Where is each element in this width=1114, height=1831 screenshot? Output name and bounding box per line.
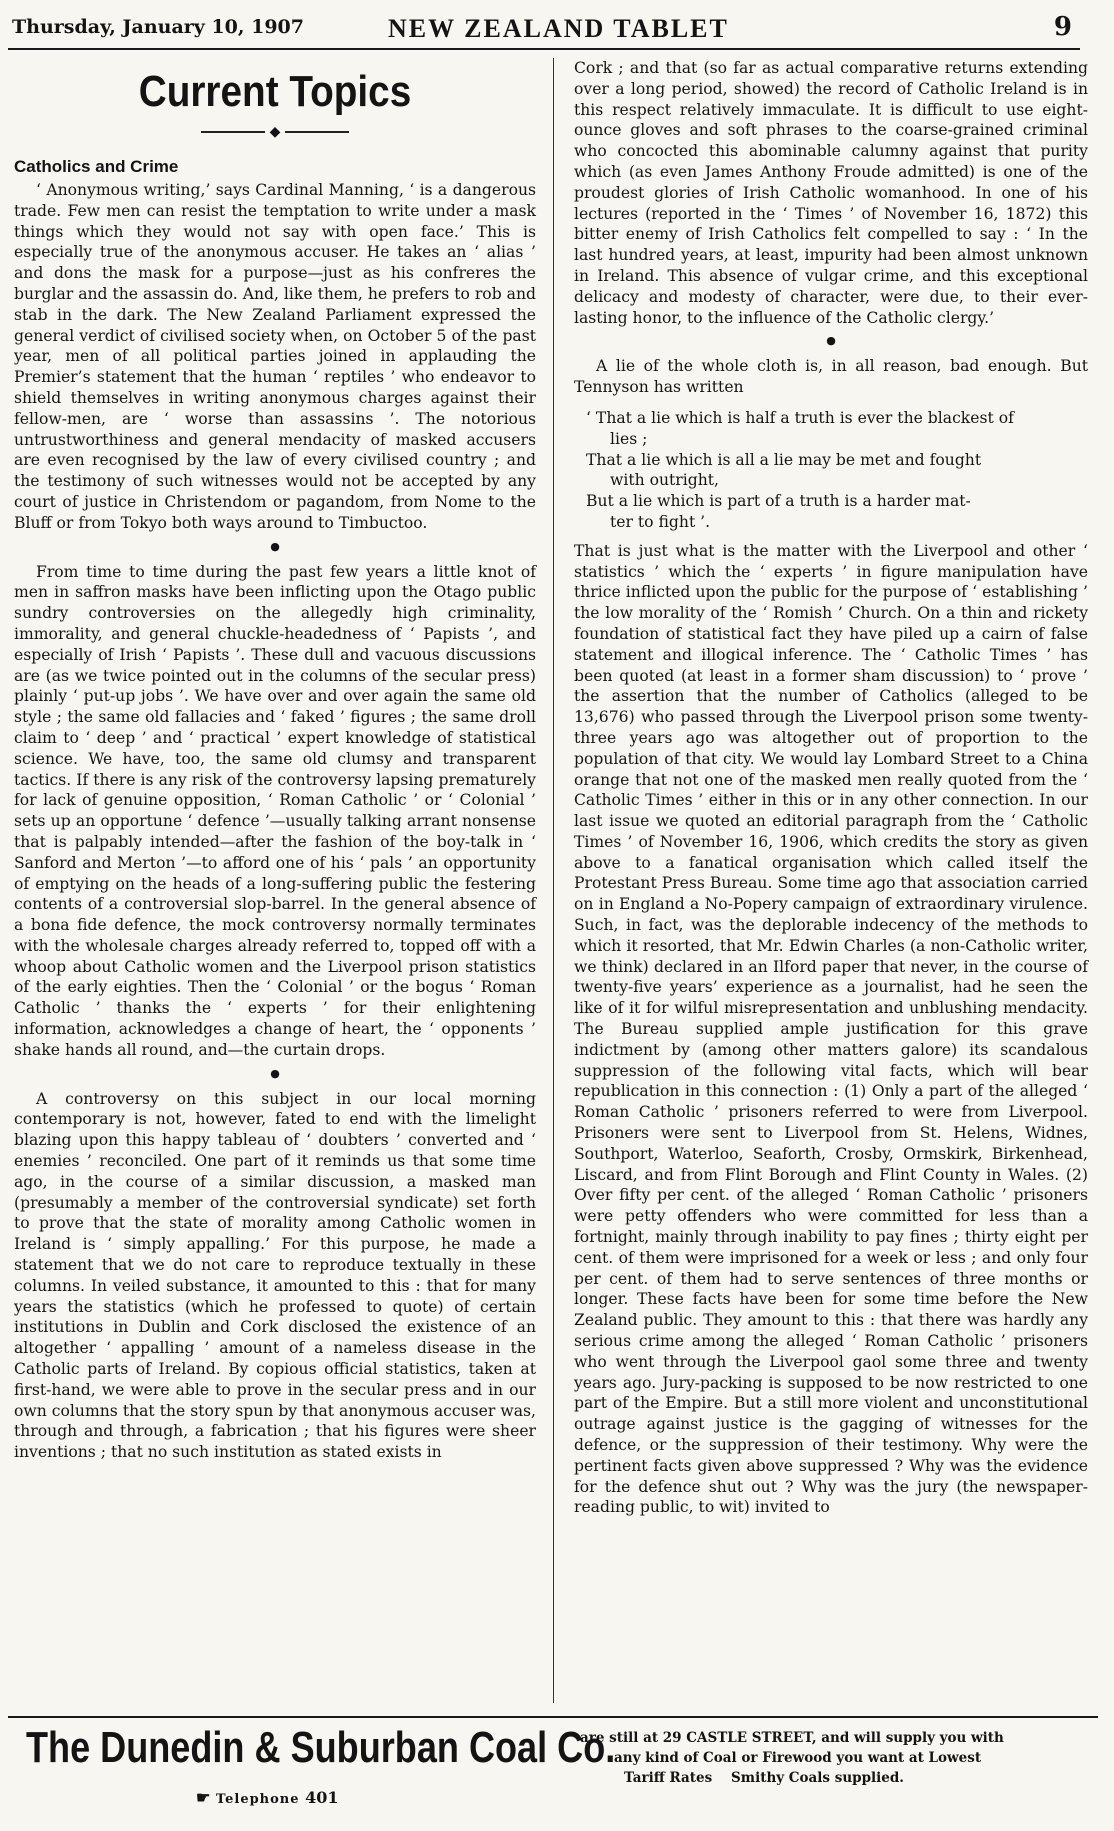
advert-line [580, 1768, 1080, 1788]
ornament-rule-left [201, 131, 265, 133]
column-divider [553, 58, 554, 1703]
article-heading: Catholics and Crime [14, 157, 179, 176]
page-number: 9 [1053, 12, 1072, 42]
paragraph: That is just what is the matter with the Liverpool and other ‘ statistics ’ which the ‘ experts ’ in figure manipulation have thrice inflicted upon the public for the purpose of ‘ establishing ’ the low morality of the ‘ Romish ’ Church. On a thin and rickety foundation of statistical fact they have piled up a cairn of false statement and illogical inference. The ‘ Catholic Times ’ has been quoted (at least in a former sham discussion) to ‘ prove ’ the assertion that the number of Catholics (alleged to be 13,676) who passed through the Liverpool prison some twenty-three years ago was altogether out of proportion to the population of that city. We would lay Lombard Street to a China orange that not one of the masked men really quoted from the ‘ Catholic Times ’ either in this or in any other connection. In our last issue we quoted an editorial paragraph from the ‘ Catholic Times ’ of November 16, 1906, which credits the story as given above to a fanatical organisation which called itself the Protestant Press Bureau. Some time ago that association carried on in England a No-Popery campaign of extraordinary virulence. Such, in fact, was the deplorable indecency of the methods to which it resorted, that Mr. Edwin Charles (a non-Catholic writer, we think) declared in an Ilford paper that never, in the course of twenty-five years’ experience as a journalist, had he seen the like of it for wilful misrepresentation and unblushing mendacity. The Bureau supplied ample justification for this grave indictment by (among other matters galore) its scandalous suppression of the following vital facts, which will bear republication in this connection : (1) Only a part of the alleged ‘ Roman Catholic ’ prisoners referred to were from Liverpool. Prisoners were sent to Liverpool from St. Helens, Widnes, Southport, Waterloo, Seaforth, Crosby, Ormskirk, Birkenhead, Liscard, and from Flint Borough and Flint County in Wales. (2) Over fifty per cent. of the alleged ‘ Roman Catholic ’ prisoners were petty offenders who were committed for less than a fortnight, mainly through inability to pay fines ; thirty eight per cent. of them were imprisoned for a week or less ; and only four per cent. of them had to serve sentences of three months or longer. These facts have been for some time before the New Zealand public. They amount to this : that there was hardly any serious crime among the alleged ‘ Roman Catholic ’ prisoners who went through the Liverpool gaol some three and twenty years ago. Jury-packing is supposed to be now restricted to one part of the Empire. But a still more violent and unconstitutional outrage against justice is the gagging of witnesses for the defence, or the suppression of their testimony. Why were the pertinent facts given above suppressed ? Why was the evidence for the defence shut out ? Why was the jury (the newspaper-reading public, to wit) invited to [574, 541, 1088, 1517]
bullet-icon: ● [826, 334, 836, 348]
advert-text [580, 1728, 1080, 1788]
verse-line: ter to fight ’. [610, 512, 711, 531]
verse-line: That a lie which is all a lie may be met and fought [586, 450, 982, 469]
issue-date: Thursday, January 10, 1907 [12, 16, 304, 38]
telephone-number: 401 [305, 1788, 339, 1807]
advert-telephone [196, 1788, 339, 1807]
page-header [8, 12, 1080, 50]
paragraph: ‘ Anonymous writing,’ says Cardinal Manning, ‘ is a dangerous trade. Few men can resist the temptation to write under a mask things which they would not say with open face.’ This is especially true of the anonymous accuser. He takes an ‘ alias ’ and dons the mask for a purpose—just as his confreres the burglar and the assassin do. And, like them, he prefers to rob and stab in the dark. The New Zealand Parliament expressed the general verdict of civilised society when, on October 5 of the past year, men of all political parties joined in applauding the Premier’s statement that the human ‘ reptiles ’ who endeavor to shield themselves in writing anonymous charges against their fellow-men, are ‘ worse than assassins ’. The notorious untrustworthiness and general mendacity of masked accusers are even recognised by the law of every civilised country ; and the testimony of such witnesses would not be accepted by any court of justice in Christendom or pagandom, from Nome to the Bluff or from Tokyo both ways around to Timbuctoo. [14, 181, 536, 532]
verse-line: But a lie which is part of a truth is a harder mat- [586, 492, 971, 511]
advert-line: any kind of Coal or Firewood you want at Lowest [614, 1750, 982, 1766]
paragraph: A lie of the whole cloth is, in all reason, bad enough. But Tennyson has written [574, 357, 1088, 397]
tariff-rates: Tariff Rates [624, 1770, 713, 1786]
bullet-icon: ● [270, 1066, 280, 1080]
paragraph: A controversy on this subject in our local morning contemporary is not, however, fated to end with the limelight blazing upon this happy tableau of ‘ doubters ’ converted and ‘ enemies ’ reconciled. One part of it reminds us that some time ago, in the course of a similar discussion, a masked man (presumably a member of the controversial syndicate) set forth to prove that the state of morality among Catholic women in Ireland is ‘ simply appalling.’ For this purpose, he made a statement that we do not care to reproduce textually in these columns. In veiled substance, it amounted to this : that for many years the statistics (which he professed to quote) of certain institutions in Dublin and Cork disclosed the existence of an altogether ‘ appalling ’ amount of a nameless disease in the Catholic parts of Ireland. By copious official statistics, taken at first-hand, we were able to prove in the secular press and in our own columns that the story spun by that anonymous accuser was, through and through, a fabrication ; that his figures were sheer inventions ; that no such institution as stated exists in [14, 1089, 536, 1462]
left-column [14, 58, 536, 1463]
hand-pointing-icon: ☛ [196, 1788, 211, 1807]
diamond-icon: ◆ [269, 124, 281, 140]
verse-line: ‘ That a lie which is half a truth is ever the blackest of [586, 408, 1014, 427]
telephone-label: Telephone [215, 1792, 300, 1807]
right-column [574, 58, 1088, 1518]
bullet-icon: ● [270, 539, 280, 553]
verse-quote [586, 408, 1088, 533]
smithy-coals: Smithy Coals supplied. [731, 1770, 905, 1786]
advert-company-name: The Dunedin & Suburban Coal Co. [26, 1723, 616, 1772]
masthead-title: NEW ZEALAND TABLET [388, 14, 729, 43]
title-ornament [14, 124, 536, 140]
section-title: Current Topics [138, 67, 412, 116]
paragraph: Cork ; and that (so far as actual comparative returns extending over a long period, showed) the record of Catholic Ireland is in this respect relatively immaculate. It is difficult to use eight-ounce gloves and soft phrases to the coarse-grained criminal who concocted this abominable calumny against that purity which (as even James Anthony Froude admitted) is one of the proudest glories of Irish Catholic womanhood. In one of his lectures (reported in the ‘ Times ’ of November 16, 1872) this bitter enemy of Irish Catholics felt compelled to say : ‘ In the last hundred years, at least, impurity had been almost unknown in Ireland. This absence of vulgar crime, and this exceptional delicacy and modesty of character, were due, to their ever-lasting honor, to the influence of the Catholic clergy.’ [574, 59, 1088, 327]
advert-line: are still at 29 CASTLE STREET, and will supply you with [580, 1730, 1004, 1746]
paragraph: From time to time during the past few years a little knot of men in saffron masks have been inflicting upon the Otago public sundry controversies on the allegedly high criminality, immorality, and general chuckle-headedness of ‘ Papists ’, and especially of Irish ‘ Papists ’. These dull and vacuous discussions are (as we twice pointed out in the columns of the secular press) plainly ‘ put-up jobs ’. We have over and over again the same old style ; the same old fallacies and ‘ faked ’ figures ; the same droll claim to ‘ deep ’ and ‘ practical ’ expert knowledge of statistical science. We have, too, the same old clumsy and transparent tactics. If there is any risk of the controversy lapsing prematurely for lack of genuine opposition, ‘ Roman Catholic ’ or ‘ Colonial ’ sets up an opportune ‘ defence ’—usually talking arrant nonsense that is palpably intended—after the fashion of the boy-talk in ‘ Sanford and Merton ’—to afford one of his ‘ pals ’ an opportunity of emptying on the heads of a long-suffering public the festering contents of a controversial slop-barrel. In the general absence of a bona fide defence, the mock controversy normally terminates with the wholesale charges already referred to, topped off with a whoop about Catholic women and the Liverpool prison statistics of the early eighties. Then the ‘ Colonial ’ or the bogus ‘ Roman Catholic ’ thanks the ‘ experts ’ for their enlightening information, acknowledges a change of heart, the ‘ opponents ’ shake hands all round, and—the curtain drops. [14, 562, 536, 1059]
advert-divider [8, 1716, 1098, 1718]
ornament-rule-right [285, 131, 349, 133]
verse-line: lies ; [610, 429, 648, 448]
verse-line: with outright, [610, 471, 719, 490]
